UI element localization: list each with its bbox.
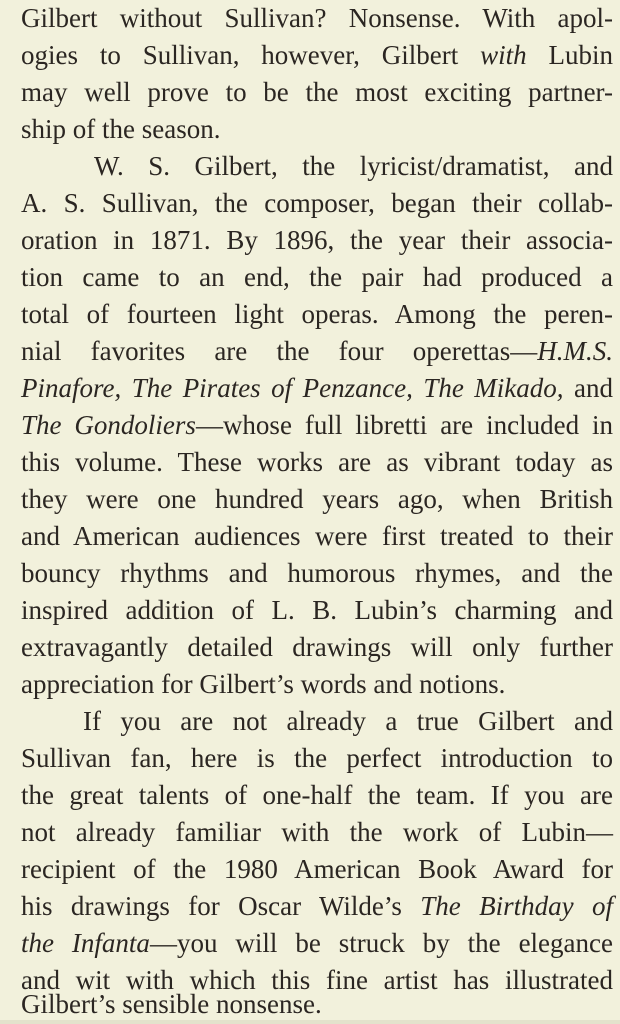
text-line: oration in 1871. By 1896, the year their associa- xyxy=(21,225,613,255)
text-line: The Gondoliers—whose full libretti are included in xyxy=(21,410,613,440)
text-line: and wit with which this fine artist has illustrated xyxy=(21,965,613,995)
text-line: total of fourteen light operas. Among the peren- xyxy=(21,299,613,329)
text-line: Sullivan fan, here is the perfect introduction to xyxy=(21,743,613,773)
text-line: not already familiar with the work of Lubin— xyxy=(21,817,613,847)
text-line: W. S. Gilbert, the lyricist/dramatist, and xyxy=(94,151,613,181)
text-line: appreciation for Gilbert’s words and notions. xyxy=(21,669,506,699)
text-line: the Infanta—you will be struck by the elegance xyxy=(21,928,613,958)
text-line: Gilbert’s sensible nonsense. xyxy=(21,989,322,1019)
text-line: the great talents of one-half the team. If you are xyxy=(21,780,613,810)
text-line: bouncy rhythms and humorous rhymes, and the xyxy=(21,558,613,588)
text-line: ship of the season. xyxy=(21,114,221,144)
text-line: Pinafore, The Pirates of Penzance, The Mikado, and xyxy=(21,373,613,403)
text-line: If you are not already a true Gilbert and xyxy=(83,706,613,736)
text-line: they were one hundred years ago, when British xyxy=(21,484,613,514)
text-line: extravagantly detailed drawings will only further xyxy=(21,632,613,662)
text-line: tion came to an end, the pair had produced a xyxy=(21,262,613,292)
text-line: Gilbert without Sullivan? Nonsense. With apol- xyxy=(21,3,613,33)
text-line: may well prove to be the most exciting partner- xyxy=(21,77,613,107)
text-line: recipient of the 1980 American Book Award for xyxy=(21,854,613,884)
page-bottom-edge xyxy=(0,1020,620,1024)
text-line: his drawings for Oscar Wilde’s The Birthday of xyxy=(21,891,613,921)
text-line: this volume. These works are as vibrant today as xyxy=(21,447,613,477)
text-line: ogies to Sullivan, however, Gilbert with Lubin xyxy=(21,40,613,70)
text-line: nial favorites are the four operettas—H.M.S. xyxy=(21,336,613,366)
text-line: inspired addition of L. B. Lubin’s charming and xyxy=(21,595,613,625)
text-line: and American audiences were first treated to their xyxy=(21,521,613,551)
text-line: A. S. Sullivan, the composer, began their collab- xyxy=(21,188,613,218)
